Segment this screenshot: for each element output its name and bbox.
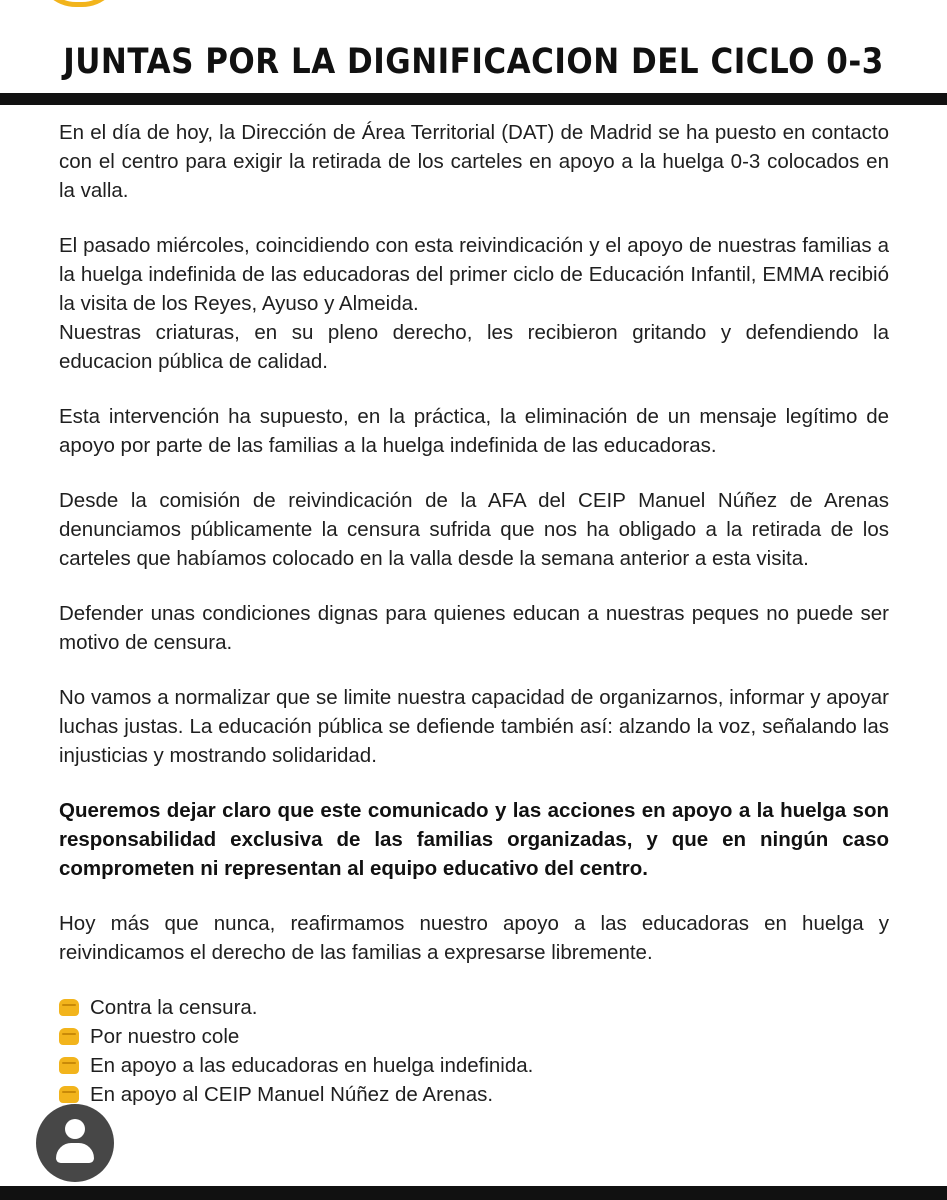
- header-rule: [0, 93, 947, 105]
- slogan-text: Contra la censura.: [90, 996, 258, 1019]
- paragraph-children-shouting: Nuestras criaturas, en su pleno derecho, les recibieron gritando y defendiendo la educacion pública de calidad.: [59, 321, 889, 373]
- page-title: JUNTAS POR LA DIGNIFICACION DEL CICLO 0-3: [63, 41, 884, 83]
- avatar-body: [56, 1143, 94, 1163]
- slogan-list: [59, 993, 889, 1109]
- list-item: [59, 1022, 889, 1051]
- footer-rule: [0, 1186, 947, 1200]
- paragraph-dat-request: En el día de hoy, la Dirección de Área Territorial (DAT) de Madrid se ha puesto en contacto con el centro para exigir la retirada de los carteles en apoyo a la huelga 0-3 colocados en la valla.: [59, 121, 889, 202]
- slogan-text: Por nuestro cole: [90, 1025, 240, 1048]
- list-item: [59, 1051, 889, 1080]
- slogan-text: En apoyo al CEIP Manuel Núñez de Arenas.: [90, 1083, 494, 1106]
- paragraph-censorship-complaint: Desde la comisión de reivindicación de la AFA del CEIP Manuel Núñez de Arenas denunciamos públicamente la censura sufrida que nos ha obligado a la retirada de los carteles que habíamos colocado en la valla desde la semana anterior a esta visita.: [59, 489, 889, 570]
- statement-body: [59, 118, 889, 1109]
- slogan-text: En apoyo a las educadoras en huelga indefinida.: [90, 1054, 534, 1077]
- paragraph-responsibility-disclaimer: Queremos dejar claro que este comunicado y las acciones en apoyo a la huelga son responsabilidad exclusiva de las familias organizadas, y que en ningún caso comprometen ni representan al equipo educativo del centro.: [59, 799, 889, 880]
- avatar-head: [65, 1119, 85, 1139]
- raised-fist-icon: [59, 999, 79, 1016]
- list-item: [59, 1080, 889, 1109]
- list-item: [59, 993, 889, 1022]
- logo-arc: [36, 0, 122, 7]
- paragraph-no-normalization: No vamos a normalizar que se limite nuestra capacidad de organizarnos, informar y apoyar luchas justas. La educación pública se defiende también así: alzando la voz, señalando las injusticias y mostrando solidaridad.: [59, 686, 889, 767]
- paragraph-royal-visit: El pasado miércoles, coincidiendo con esta reivindicación y el apoyo de nuestras familias a la huelga indefinida de las educadoras del primer ciclo de Educación Infantil, EMMA recibió la visita de los Reyes, Ayuso y Almeida.: [59, 234, 889, 315]
- raised-fist-icon: [59, 1086, 79, 1103]
- paragraph-reaffirm-support: Hoy más que nunca, reafirmamos nuestro apoyo a las educadoras en huelga y reivindicamos el derecho de las familias a expresarse libremente.: [59, 912, 889, 964]
- paragraph-dignified-conditions: Defender unas condiciones dignas para quienes educan a nuestras peques no puede ser motivo de censura.: [59, 602, 889, 654]
- paragraph-intervention: Esta intervención ha supuesto, en la práctica, la eliminación de un mensaje legítimo de apoyo por parte de las familias a la huelga indefinida de las educadoras.: [59, 405, 889, 457]
- user-avatar-icon[interactable]: [36, 1104, 114, 1182]
- raised-fist-icon: [59, 1028, 79, 1045]
- raised-fist-icon: [59, 1057, 79, 1074]
